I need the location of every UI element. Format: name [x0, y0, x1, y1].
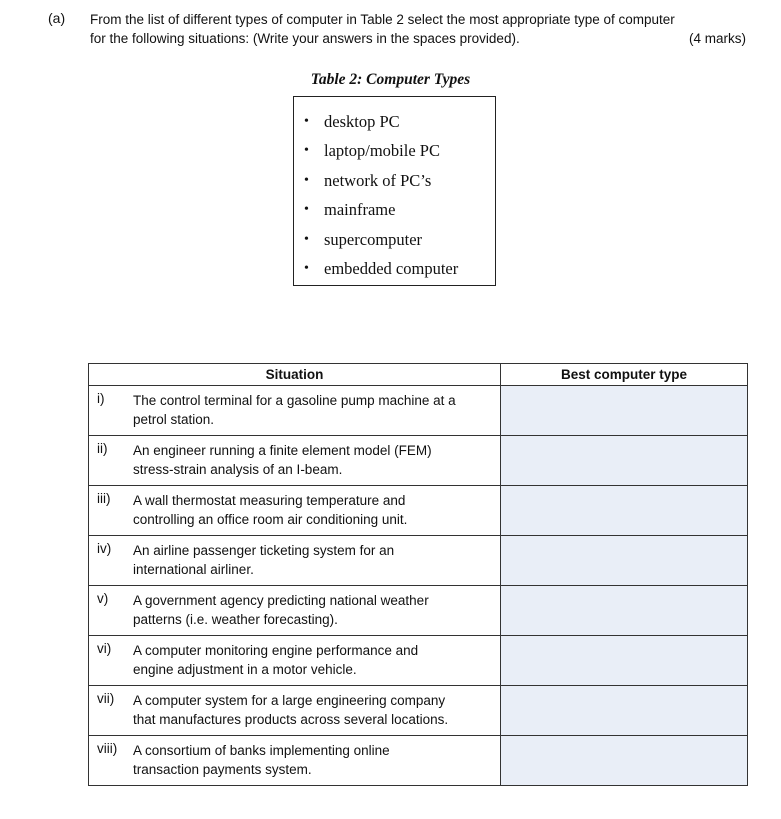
computer-type-item — [304, 170, 495, 199]
bullet-icon: • — [304, 114, 309, 129]
situation-text — [133, 536, 493, 579]
answer-input[interactable] — [501, 736, 747, 753]
situation-line: engine adjustment in a motor vehicle. — [133, 662, 357, 677]
situation-line: controlling an office room air conditioning unit. — [133, 512, 408, 527]
row-number: v) — [97, 591, 109, 606]
computer-types-box — [293, 96, 496, 286]
situation-text — [133, 636, 493, 679]
table-row — [89, 386, 748, 436]
bullet-icon: • — [304, 260, 309, 276]
answer-header: Best computer type — [501, 364, 748, 386]
table2-caption: Table 2: Computer Types — [310, 71, 471, 88]
question-line-1: From the list of different types of computer in Table 2 select the most appropriate type of computer — [90, 12, 675, 27]
situation-line: petrol station. — [133, 412, 215, 427]
question-line-2: for the following situations: (Write your answers in the spaces provided). — [90, 31, 520, 46]
row-number: ii) — [97, 441, 108, 456]
bullet-icon: • — [304, 143, 309, 159]
answer-input[interactable] — [501, 486, 747, 503]
computer-type-label: network of PC’s — [324, 170, 432, 190]
table-row — [89, 686, 748, 736]
situation-line: A consortium of banks implementing online — [133, 743, 390, 758]
answer-cell[interactable] — [501, 586, 748, 636]
situation-line: An airline passenger ticketing system for an — [133, 543, 395, 558]
row-number: i) — [97, 391, 105, 406]
row-number: vi) — [97, 641, 112, 656]
answer-input[interactable] — [501, 636, 747, 653]
table-row — [89, 536, 748, 586]
situation-text — [133, 736, 493, 779]
situation-text — [133, 686, 493, 729]
situation-text — [133, 386, 493, 429]
row-number: iv) — [97, 541, 112, 556]
situation-cell — [89, 736, 501, 786]
computer-type-label: mainframe — [324, 200, 396, 220]
situation-line: A computer monitoring engine performance and — [133, 643, 419, 658]
bullet-icon: • — [304, 202, 309, 218]
computer-types-list — [294, 97, 495, 287]
situation-line: An engineer running a finite element model (FEM) — [133, 443, 432, 458]
answer-cell[interactable] — [501, 386, 748, 436]
situation-cell — [89, 386, 501, 436]
situation-cell — [89, 436, 501, 486]
situation-line: patterns (i.e. weather forecasting). — [133, 612, 338, 627]
row-number: viii) — [97, 741, 118, 756]
computer-type-label: supercomputer — [324, 229, 423, 249]
situation-line: international airliner. — [133, 562, 254, 577]
situation-cell — [89, 486, 501, 536]
answer-input[interactable] — [501, 436, 747, 453]
answer-cell[interactable] — [501, 486, 748, 536]
answer-cell[interactable] — [501, 736, 748, 786]
answer-cell[interactable] — [501, 636, 748, 686]
situation-cell — [89, 586, 501, 636]
answer-cell[interactable] — [501, 436, 748, 486]
situation-line: transaction payments system. — [133, 762, 312, 777]
table-row — [89, 636, 748, 686]
answer-input[interactable] — [501, 536, 747, 553]
row-number: iii) — [97, 491, 111, 506]
table-header-row — [89, 364, 748, 386]
question-text — [90, 10, 748, 48]
row-number: vii) — [97, 691, 115, 706]
marks-label: (4 marks) — [689, 31, 746, 46]
computer-type-item — [304, 140, 495, 169]
computer-type-item — [304, 229, 495, 258]
situation-line: A wall thermostat measuring temperature and — [133, 493, 406, 508]
answer-input[interactable] — [501, 386, 747, 403]
situation-cell — [89, 686, 501, 736]
bullet-icon: • — [304, 172, 309, 188]
computer-type-item — [304, 111, 495, 140]
question-line-2-row — [90, 29, 748, 48]
situations-table — [88, 363, 748, 786]
computer-type-label: laptop/mobile PC — [324, 141, 440, 161]
situation-line: stress-strain analysis of an I-beam. — [133, 462, 343, 477]
situation-line: that manufactures products across several locations. — [133, 712, 449, 727]
answer-cell[interactable] — [501, 686, 748, 736]
bullet-icon: • — [304, 231, 309, 247]
answer-cell[interactable] — [501, 536, 748, 586]
situation-line: A computer system for a large engineering company — [133, 693, 446, 708]
situation-line: The control terminal for a gasoline pump machine at a — [133, 393, 456, 408]
computer-type-item — [304, 199, 495, 228]
situation-text — [133, 486, 493, 529]
table-row — [89, 486, 748, 536]
situation-line: A government agency predicting national weather — [133, 593, 429, 608]
question-label: (a) — [48, 10, 66, 26]
computer-type-item — [304, 258, 495, 287]
computer-type-label: desktop PC — [324, 112, 400, 131]
answer-input[interactable] — [501, 686, 747, 703]
table-row — [89, 736, 748, 786]
situation-cell — [89, 636, 501, 686]
answer-input[interactable] — [501, 586, 747, 603]
situation-text — [133, 436, 493, 479]
table-row — [89, 586, 748, 636]
computer-type-label: embedded computer — [324, 258, 459, 278]
table-row — [89, 436, 748, 486]
situation-cell — [89, 536, 501, 586]
situation-text — [133, 586, 493, 629]
situation-header: Situation — [89, 364, 501, 386]
